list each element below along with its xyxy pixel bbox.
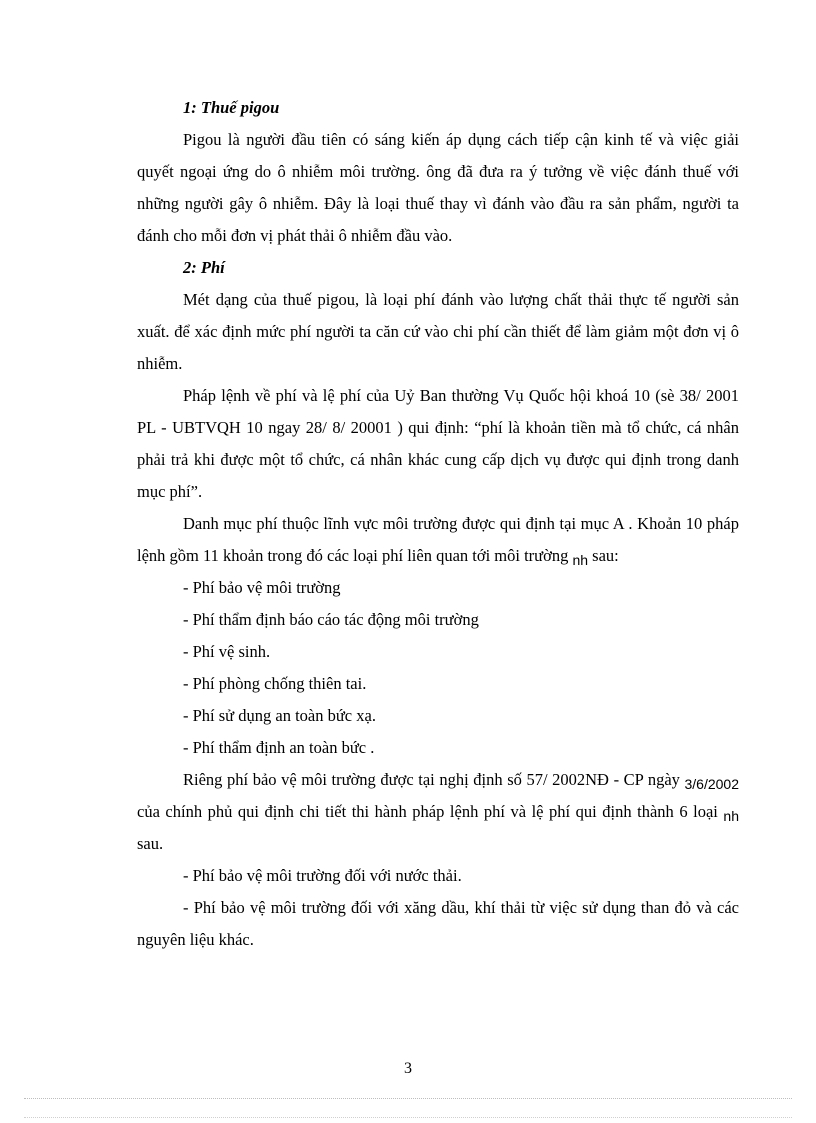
decree-date: 3/6/2002 xyxy=(684,776,739,792)
paragraph-decree xyxy=(137,764,739,860)
paragraph-fee-definition: Mét dạng của thuế pigou, là loại phí đánh vào lượng chất thải thực tế người sản xuất. để xác định mức phí người ta căn cứ vào chi phí cần thiết để làm giảm một đơn vị ô nhiễm. xyxy=(137,290,739,373)
section-heading-fee: 2: Phí xyxy=(183,258,225,277)
list-item: - Phí bảo vệ môi trường xyxy=(183,578,341,597)
list-item: - Phí bảo vệ môi trường đối với nước thải. xyxy=(183,866,462,885)
fee-catalog-tail: sau: xyxy=(588,546,619,565)
list-item: - Phí thẩm định an toàn bức . xyxy=(183,738,375,757)
paragraph-fee-catalog xyxy=(137,508,739,572)
page-number: 3 xyxy=(404,1060,412,1077)
decree-sub: nh xyxy=(723,808,739,824)
paragraph-ordinance: Pháp lệnh về phí và lệ phí của Uỷ Ban thường Vụ Quốc hội khoá 10 (sè 38/ 2001 PL - UBTVQH 10 ngay 28/ 8/ 20001 ) qui định: “phí là khoản tiền mà tổ chức, cá nhân phải trả khi được một tổ chức, cá nhân khác cung cấp dịch vụ được qui định trong danh mục phí”. xyxy=(137,386,739,501)
section-heading-pigou-tax: 1: Thuế pigou xyxy=(183,98,280,117)
document-body xyxy=(137,92,739,956)
list-item: - Phí bảo vệ môi trường đối với xăng dầu, khí thải từ việc sử dụng than đỏ và các nguyên liệu khác. xyxy=(137,898,739,949)
decree-text-a: Riêng phí bảo vệ môi trường được tại nghị định số 57/ 2002NĐ - CP ngày xyxy=(183,770,685,789)
page-divider xyxy=(24,1117,792,1118)
paragraph-pigou: Pigou là người đầu tiên có sáng kiến áp dụng cách tiếp cận kinh tế và việc giải quyết ngoại ứng do ô nhiễm môi trường. ông đã đưa ra ý tưởng về việc đánh thuế với những người gây ô nhiễm. Đây là loại thuế thay vì đánh vào đầu ra sản phẩm, người ta đánh cho mỗi đơn vị phát thải ô nhiễm đầu vào. xyxy=(137,130,739,245)
decree-text-b: của chính phủ qui định chi tiết thi hành pháp lệnh phí và lệ phí qui định thành 6 loại xyxy=(137,802,724,821)
fee-catalog-text: Danh mục phí thuộc lĩnh vực môi trường được qui định tại mục A . Khoản 10 pháp lệnh gồm 11 khoản trong đó các loại phí liên quan tới môi trường xyxy=(137,514,739,565)
list-item: - Phí thẩm định báo cáo tác động môi trường xyxy=(183,610,479,629)
list-item: - Phí phòng chống thiên tai. xyxy=(183,674,367,693)
decree-text-c: sau. xyxy=(137,834,164,853)
page-divider xyxy=(24,1098,792,1099)
fee-catalog-sub: nh xyxy=(572,552,589,568)
list-item: - Phí vệ sinh. xyxy=(183,642,271,661)
list-item: - Phí sử dụng an toàn bức xạ. xyxy=(183,706,376,725)
